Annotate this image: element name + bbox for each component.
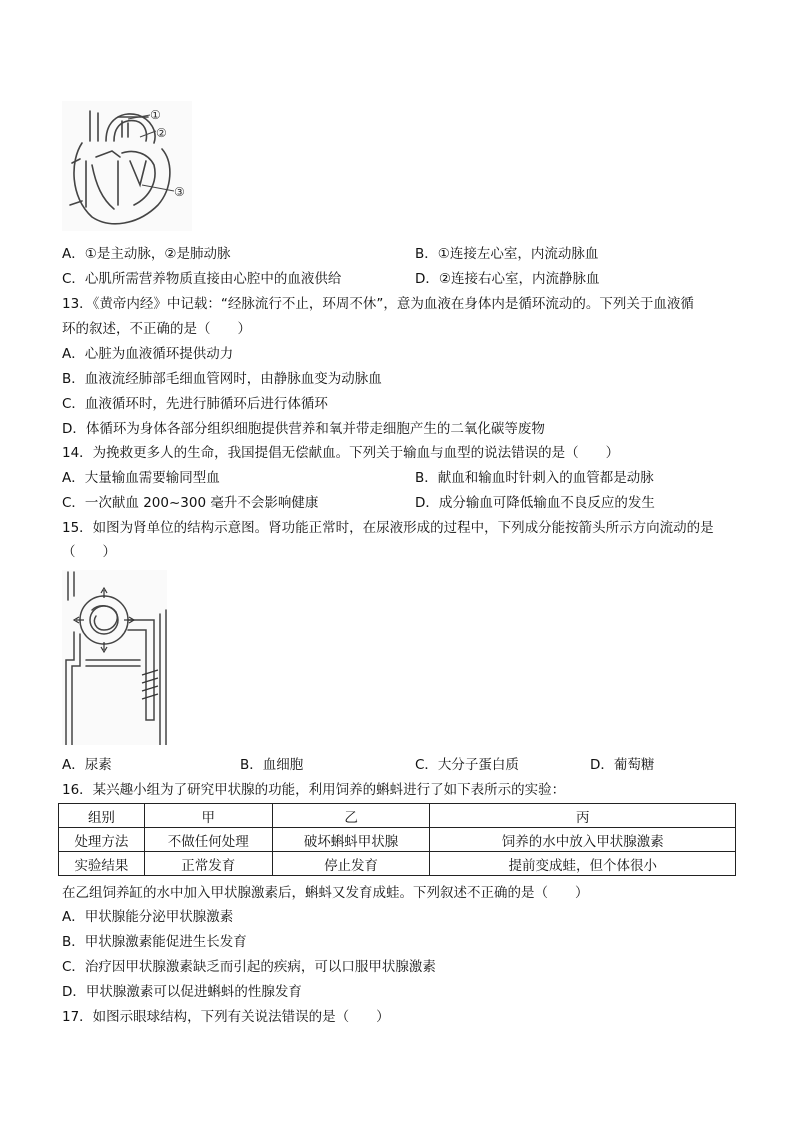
table-cell: 正常发育: [144, 852, 272, 876]
q13-option-d: D．体循环为身体各部分组织细胞提供营养和氧并带走细胞产生的二氧化碳等废物: [62, 421, 545, 437]
q16-option-a: A．甲状腺能分泌甲状腺激素: [62, 909, 234, 925]
q13-option-c: C．血液循环时，先进行肺循环后进行体循环: [62, 396, 328, 412]
q16-option-c: C．治疗因甲状腺激素缺乏而引起的疾病，可以口服甲状腺激素: [62, 959, 436, 975]
q16-stem: 16．某兴趣小组为了研究甲状腺的功能，利用饲养的蝌蚪进行了如下表所示的实验：: [62, 782, 566, 798]
experiment-table: [58, 803, 736, 876]
table-cell: 饲养的水中放入甲状腺激素: [430, 828, 736, 852]
q16-option-b: B．甲状腺激素能促进生长发育: [62, 934, 247, 950]
q14-option-a: A．大量输血需要输同型血: [62, 470, 220, 486]
table-cell: 处理方法: [59, 828, 145, 852]
heart-diagram: [62, 101, 192, 231]
table-cell: 不做任何处理: [144, 828, 272, 852]
q15-stem-line2: （ ）: [62, 544, 116, 560]
q12-option-c: C．心肌所需营养物质直接由心腔中的血液供给: [62, 271, 342, 287]
q13-option-b: B．血液流经肺部毛细血管网时，由静脉血变为动脉血: [62, 371, 382, 387]
table-cell: 提前变成蛙，但个体很小: [430, 852, 736, 876]
heart-label-1: ①: [150, 108, 161, 122]
table-cell: 乙: [272, 804, 430, 828]
q14-option-d: D．成分输血可降低输血不良反应的发生: [415, 495, 655, 511]
q16-after-text: 在乙组饲养缸的水中加入甲状腺激素后，蝌蚪又发育成蛙。下列叙述不正确的是（ ）: [62, 885, 589, 901]
table-row: [59, 852, 736, 876]
q14-option-c: C．一次献血 200~300 毫升不会影响健康: [62, 495, 319, 511]
q12-option-b: B．①连接左心室，内流动脉血: [415, 246, 599, 262]
q15-option-c: C．大分子蛋白质: [415, 757, 519, 773]
nephron-diagram: [62, 570, 167, 745]
heart-label-2: ②: [156, 126, 167, 140]
table-cell: 破坏蝌蚪甲状腺: [272, 828, 430, 852]
q15-option-a: A．尿素: [62, 757, 112, 773]
q14-stem: 14．为挽救更多人的生命，我国提倡无偿献血。下列关于输血与血型的说法错误的是（ ）: [62, 445, 620, 461]
heart-label-3: ③: [174, 185, 185, 199]
q17-stem: 17．如图示眼球结构，下列有关说法错误的是（ ）: [62, 1009, 390, 1025]
q13-option-a: A．心脏为血液循环提供动力: [62, 346, 234, 362]
table-cell: 组别: [59, 804, 145, 828]
q12-option-a: A．①是主动脉，②是肺动脉: [62, 246, 231, 262]
q13-stem-line2: 环的叙述，不正确的是（ ）: [62, 321, 251, 337]
q14-option-b: B．献血和输血时针刺入的血管都是动脉: [415, 470, 654, 486]
q15-option-b: B．血细胞: [240, 757, 304, 773]
table-row: [59, 828, 736, 852]
q12-option-d: D．②连接右心室，内流静脉血: [415, 271, 600, 287]
table-row: [59, 804, 736, 828]
q15-option-d: D．葡萄糖: [590, 757, 655, 773]
table-cell: 停止发育: [272, 852, 430, 876]
q13-stem-line1: 13．《黄帝内经》中记载：“经脉流行不止，环周不休”，意为血液在身体内是循环流动的。下列关于血液循: [62, 296, 694, 312]
table-cell: 甲: [144, 804, 272, 828]
table-cell: 丙: [430, 804, 736, 828]
q16-option-d: D．甲状腺激素可以促进蝌蚪的性腺发育: [62, 984, 302, 1000]
table-cell: 实验结果: [59, 852, 145, 876]
q15-stem-line1: 15．如图为肾单位的结构示意图。肾功能正常时，在尿液形成的过程中，下列成分能按箭头所示方向流动的是: [62, 520, 714, 536]
